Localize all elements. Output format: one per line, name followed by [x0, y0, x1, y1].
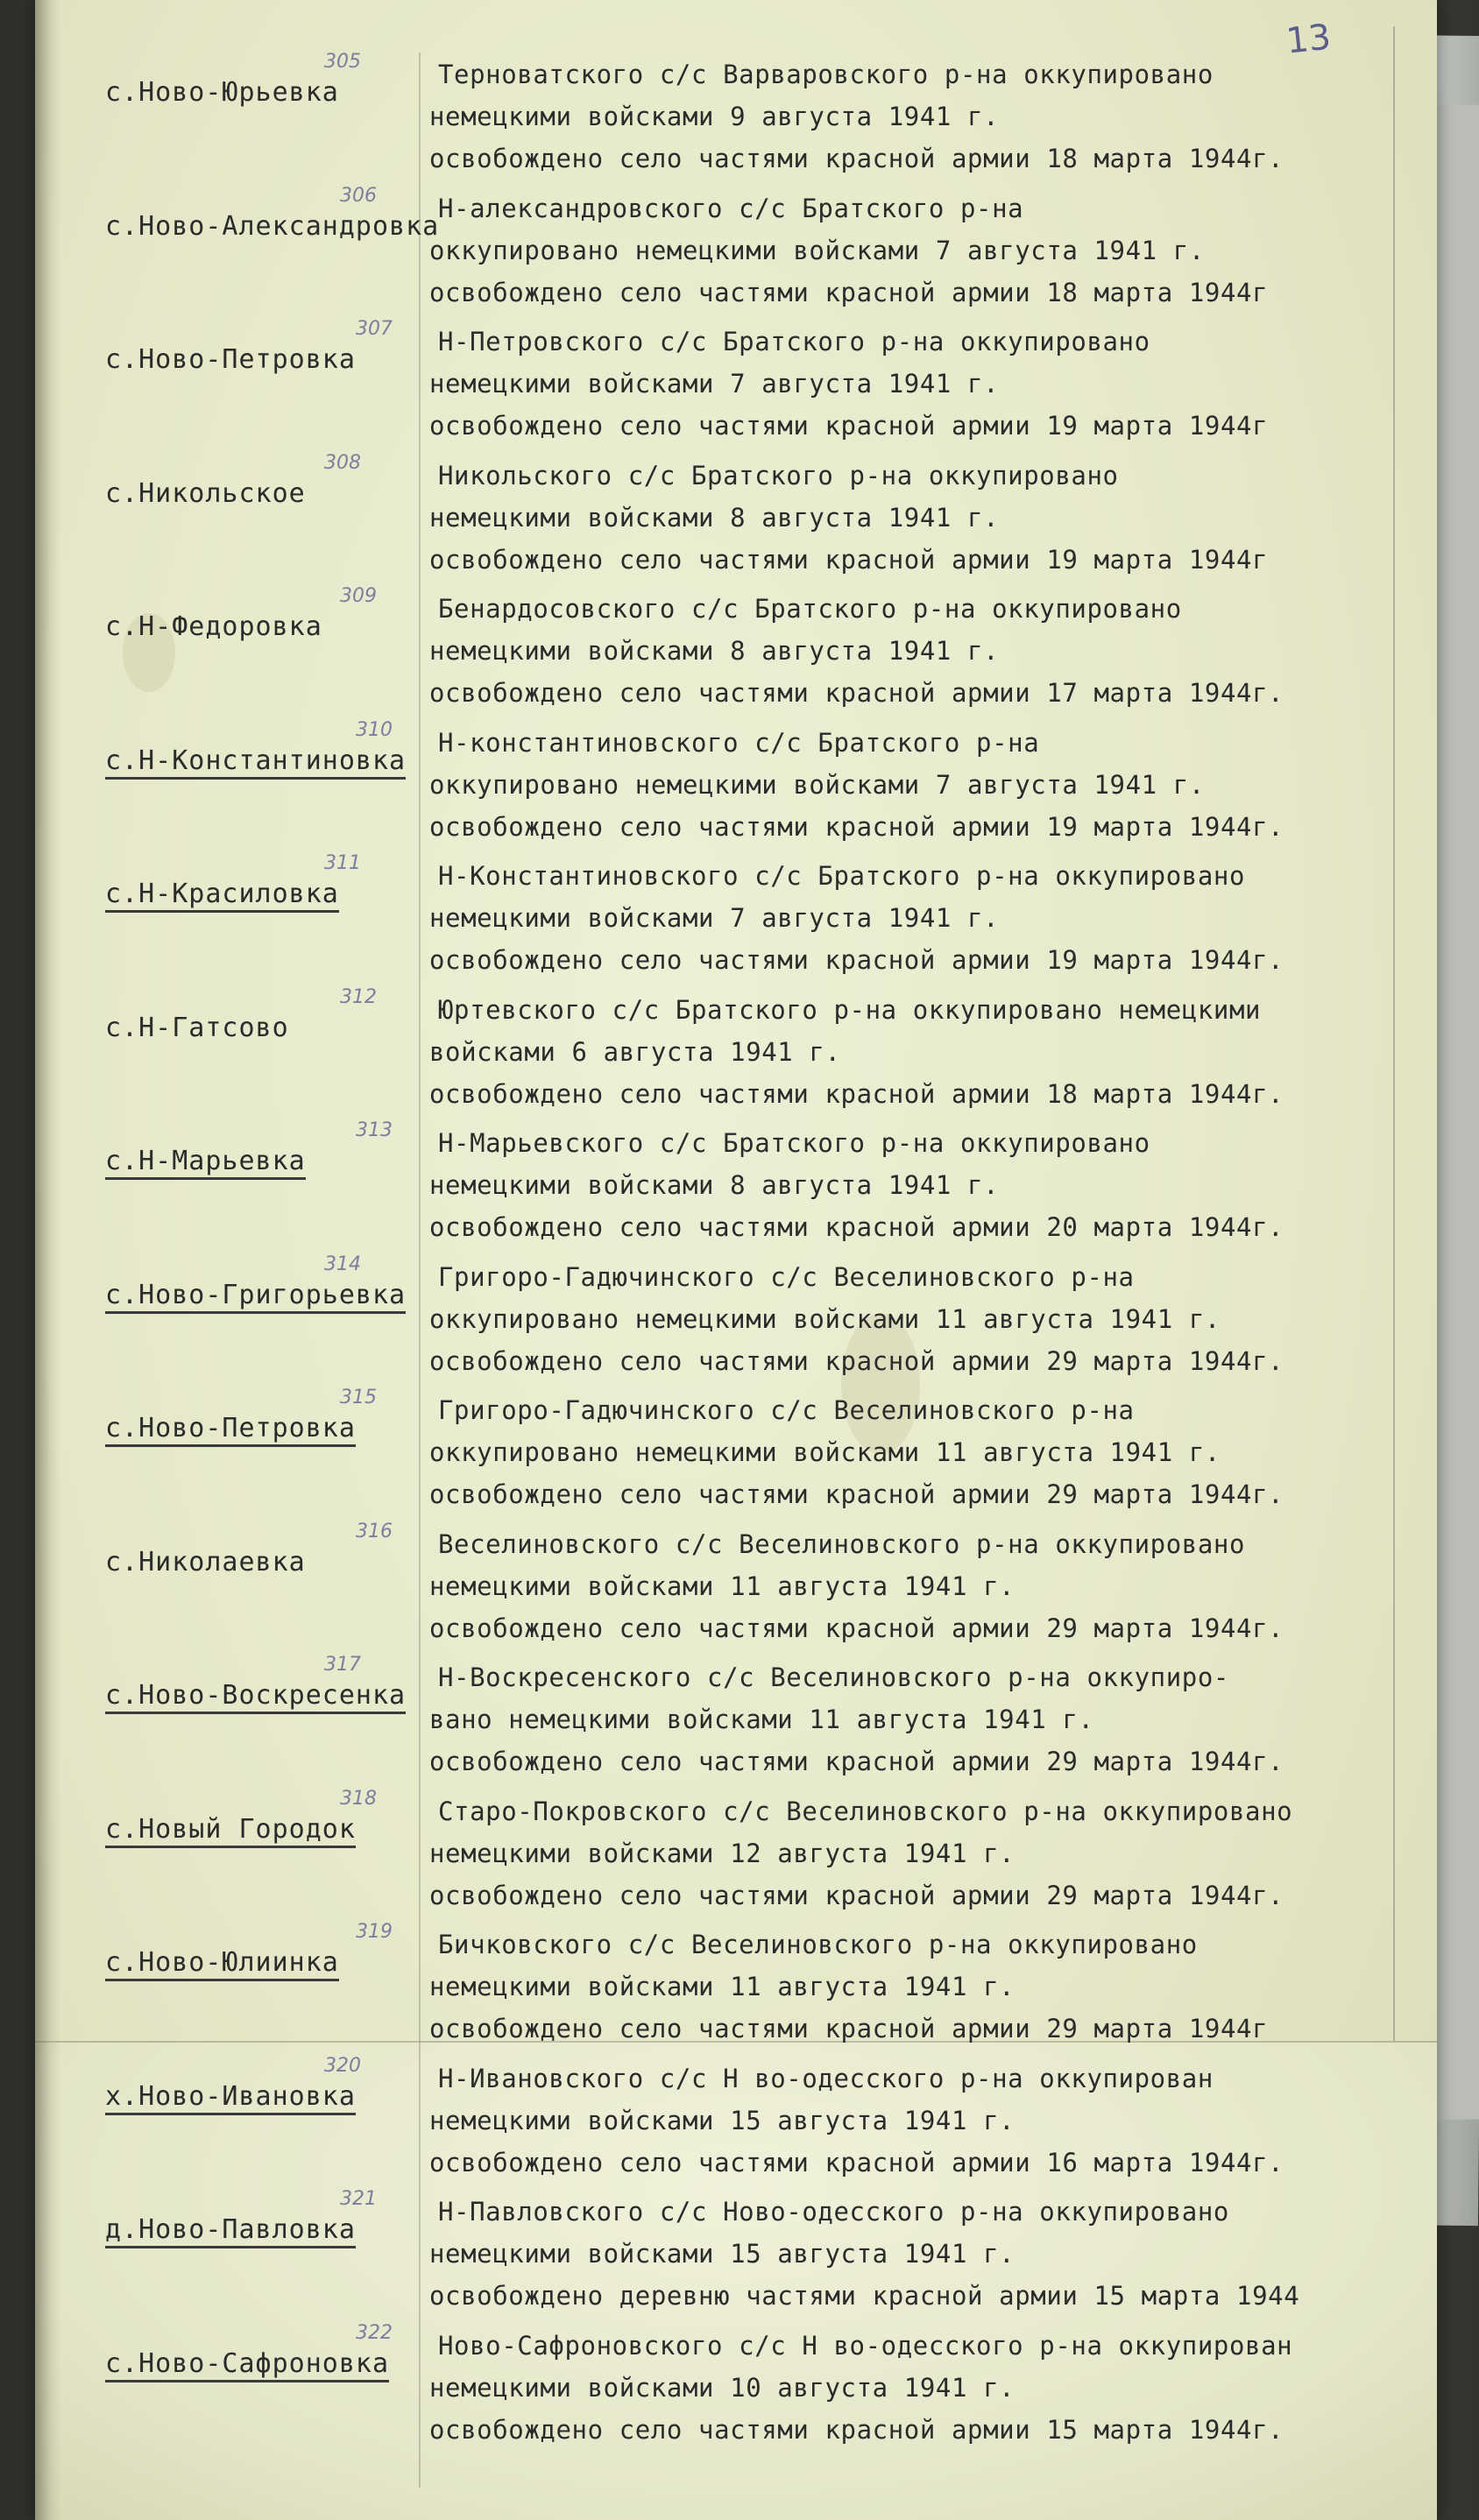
entry-text-line1: Н-константиновского с/с Братского р-на	[438, 727, 1040, 758]
entry-number: 320	[324, 2054, 361, 2077]
entry-row	[0, 1522, 1479, 1654]
village-name: х.Ново-Ивановка	[105, 2081, 356, 2115]
entry-number: 313	[356, 1119, 393, 1141]
entry-number: 322	[356, 2321, 393, 2344]
entry-row	[0, 854, 1479, 985]
entry-number: 318	[340, 1787, 377, 1810]
entry-text-line1: Н-Константиновского с/с Братского р-на оккупировано	[438, 861, 1246, 891]
entry-text-line3: освобождено село частями красной армии 17 марта 1944г.	[429, 678, 1284, 708]
entry-text-line2: оккупировано немецкими войсками 7 августа 1941 г.	[429, 235, 1205, 265]
entry-text-line1: Бичковского с/с Веселиновского р-на оккупировано	[438, 1930, 1198, 1959]
entry-text-line2: немецкими войсками 10 августа 1941 г.	[429, 2372, 1015, 2403]
entry-text-line3: освобождено село частями красной армии 16 марта 1944г.	[429, 2147, 1284, 2178]
entry-text-line3: освобождено село частями красной армии 29 марта 1944г.	[429, 1747, 1284, 1776]
village-name: с.Ново-Александровка	[105, 210, 440, 242]
village-name: д.Ново-Павловка	[105, 2214, 356, 2248]
entry-text-line2: немецкими войсками 8 августа 1941 г.	[429, 636, 1000, 666]
entry-text-line3: освобождено село частями красной армии 29 марта 1944г.	[429, 1345, 1284, 1376]
entry-text-line1: Бенардосовского с/с Братского р-на оккупировано	[438, 594, 1182, 624]
entry-text-line1: Юртевского с/с Братского р-на оккупировано немецкими	[438, 994, 1262, 1025]
entry-text-line2: немецкими войсками 12 августа 1941 г.	[429, 1838, 1015, 1868]
village-name: с.Новый Городок	[105, 1814, 356, 1848]
entry-number: 312	[340, 985, 377, 1008]
entry-text-line2: оккупировано немецкими войсками 11 августа 1941 г.	[429, 1437, 1221, 1467]
village-name: с.Николаевка	[105, 1546, 306, 1578]
entry-text-line1: Веселиновского с/с Веселиновского р-на оккупировано	[438, 1528, 1246, 1559]
entry-text-line3: освобождено село частями красной армии 19 марта 1944г	[429, 411, 1269, 441]
entry-number: 315	[340, 1387, 377, 1408]
entry-text-line1: Никольского с/с Братского р-на оккупировано	[438, 460, 1119, 491]
entry-text-line2: немецкими войсками 11 августа 1941 г.	[429, 1571, 1015, 1601]
entry-row	[0, 53, 1479, 184]
entry-text-line2: оккупировано немецкими войсками 7 августа 1941 г.	[429, 769, 1205, 800]
village-name: с.Ново-Петровка	[105, 344, 356, 375]
entry-text-line3: освобождено село частями красной армии 19 марта 1944г.	[429, 945, 1284, 975]
entry-text-line2: немецкими войсками 9 августа 1941 г.	[429, 102, 1000, 131]
entry-text-line2: войсками 6 августа 1941 г.	[429, 1036, 841, 1067]
village-name: с.Н-Гатсово	[105, 1012, 289, 1043]
entry-row	[0, 2054, 1479, 2188]
entry-number: 310	[356, 718, 393, 741]
entry-text-line1: Н-Петровского с/с Братского р-на оккупировано	[438, 327, 1150, 356]
entry-text-line2: немецкими войсками 15 августа 1941 г.	[429, 2105, 1015, 2135]
entry-text-line3: освобождено деревню частями красной армии 15 марта 1944	[429, 2281, 1300, 2311]
village-name: с.Ново-Юрьевка	[105, 77, 339, 108]
entry-text-line2: немецкими войсками 15 августа 1941 г.	[429, 2239, 1015, 2269]
entry-number: 316	[356, 1520, 393, 1542]
village-name: с.Ново-Петровка	[105, 1413, 356, 1447]
entry-text-line2: немецкими войсками 11 августа 1941 г.	[429, 1972, 1015, 2001]
entry-number: 321	[340, 2188, 377, 2210]
village-name: с.Н-Марьевка	[105, 1146, 306, 1180]
village-name: с.Ново-Юлиинка	[105, 1947, 339, 1981]
village-name: с.Н-Красиловка	[105, 879, 339, 913]
entry-text-line1: Н-Марьевского с/с Братского р-на оккупировано	[438, 1128, 1150, 1158]
entry-number: 309	[340, 585, 377, 607]
village-name: с.Ново-Григорьевка	[105, 1280, 406, 1314]
village-name: с.Ново-Сафроновка	[105, 2348, 389, 2382]
entry-text-line3: освобождено село частями красной армии 19 марта 1944г.	[429, 811, 1284, 842]
entry-text-line2: оккупировано немецкими войсками 11 августа 1941 г.	[429, 1303, 1221, 1334]
entry-text-line3: освобождено село частями красной армии 29 марта 1944г	[429, 2014, 1269, 2044]
entry-row	[0, 1388, 1479, 1520]
entry-number: 306	[340, 184, 377, 207]
entry-text-line1: Н-Воскресенского с/с Веселиновского р-на оккупиро-	[438, 1662, 1229, 1692]
entry-row	[0, 2190, 1479, 2321]
entry-number: 317	[324, 1654, 361, 1676]
entry-text-line1: Н-александровского с/с Братского р-на	[438, 193, 1024, 223]
entry-row	[0, 1789, 1479, 1921]
entry-text-line3: освобождено село частями красной армии 20 марта 1944г.	[429, 1212, 1284, 1242]
entry-text-line2: немецкими войсками 8 августа 1941 г.	[429, 1170, 1000, 1200]
entry-text-line2: немецкими войсками 7 августа 1941 г.	[429, 369, 1000, 399]
entry-number: 305	[324, 51, 361, 73]
entry-text-line3: освобождено село частями красной армии 18 марта 1944г.	[429, 144, 1284, 173]
entry-text-line3: освобождено село частями красной армии 29 марта 1944г.	[429, 1613, 1284, 1643]
entry-text-line3: освобождено село частями красной армии 19 марта 1944г	[429, 544, 1269, 575]
entry-row	[0, 1655, 1479, 1787]
entry-text-line1: Григоро-Гадючинского с/с Веселиновского р-на	[438, 1395, 1135, 1425]
entry-row	[0, 184, 1479, 318]
entry-text-line1: Старо-Покровского с/с Веселиновского р-на оккупировано	[438, 1796, 1293, 1826]
entry-row	[0, 1121, 1479, 1253]
entry-text-line2: немецкими войсками 8 августа 1941 г.	[429, 502, 1000, 533]
entry-text-line3: освобождено село частями красной армии 29 марта 1944г.	[429, 1880, 1284, 1910]
entry-text-line3: освобождено село частями красной армии 18 марта 1944г	[429, 277, 1269, 307]
entry-text-line1: Григоро-Гадючинского с/с Веселиновского р-на	[438, 1261, 1135, 1292]
entry-row	[0, 1923, 1479, 2054]
entry-row	[0, 451, 1479, 585]
village-name: с.Никольское	[105, 477, 306, 509]
entry-row	[0, 587, 1479, 718]
entry-text-line2: немецкими войсками 7 августа 1941 г.	[429, 903, 1000, 933]
entry-text-line1: Ново-Сафроновского с/с Н во-одесского р-на оккупирован	[438, 2330, 1293, 2361]
entry-number: 319	[356, 1921, 393, 1943]
entry-number: 314	[324, 1253, 361, 1275]
entry-number: 307	[356, 318, 393, 340]
entry-text-line1: Н-Ивановского с/с Н во-одесского р-на оккупирован	[438, 2063, 1214, 2093]
entry-row	[0, 2321, 1479, 2455]
entry-row	[0, 718, 1479, 852]
village-name: с.Н-Константиновка	[105, 745, 406, 780]
entry-row	[0, 1255, 1479, 1387]
entry-text-line3: освобождено село частями красной армии 18 марта 1944г.	[429, 1078, 1284, 1109]
village-name: с.Ново-Воскресенка	[105, 1680, 406, 1714]
entry-number: 308	[324, 451, 361, 474]
entry-number: 311	[324, 852, 361, 874]
entry-text-line1: Н-Павловского с/с Ново-одесского р-на оккупировано	[438, 2197, 1229, 2227]
entry-row	[0, 985, 1479, 1119]
entry-text-line2: вано немецкими войсками 11 августа 1941 г.	[429, 1705, 1094, 1734]
entry-text-line1: Терноватского с/с Варваровского р-на оккупировано	[438, 60, 1214, 89]
village-name: с.Н-Федоровка	[105, 611, 322, 642]
entry-row	[0, 320, 1479, 451]
entry-text-line3: освобождено село частями красной армии 15 марта 1944г.	[429, 2414, 1284, 2445]
page-number: 13	[1284, 17, 1334, 62]
entry-text-line3: освобождено село частями красной армии 29 марта 1944г.	[429, 1479, 1284, 1509]
